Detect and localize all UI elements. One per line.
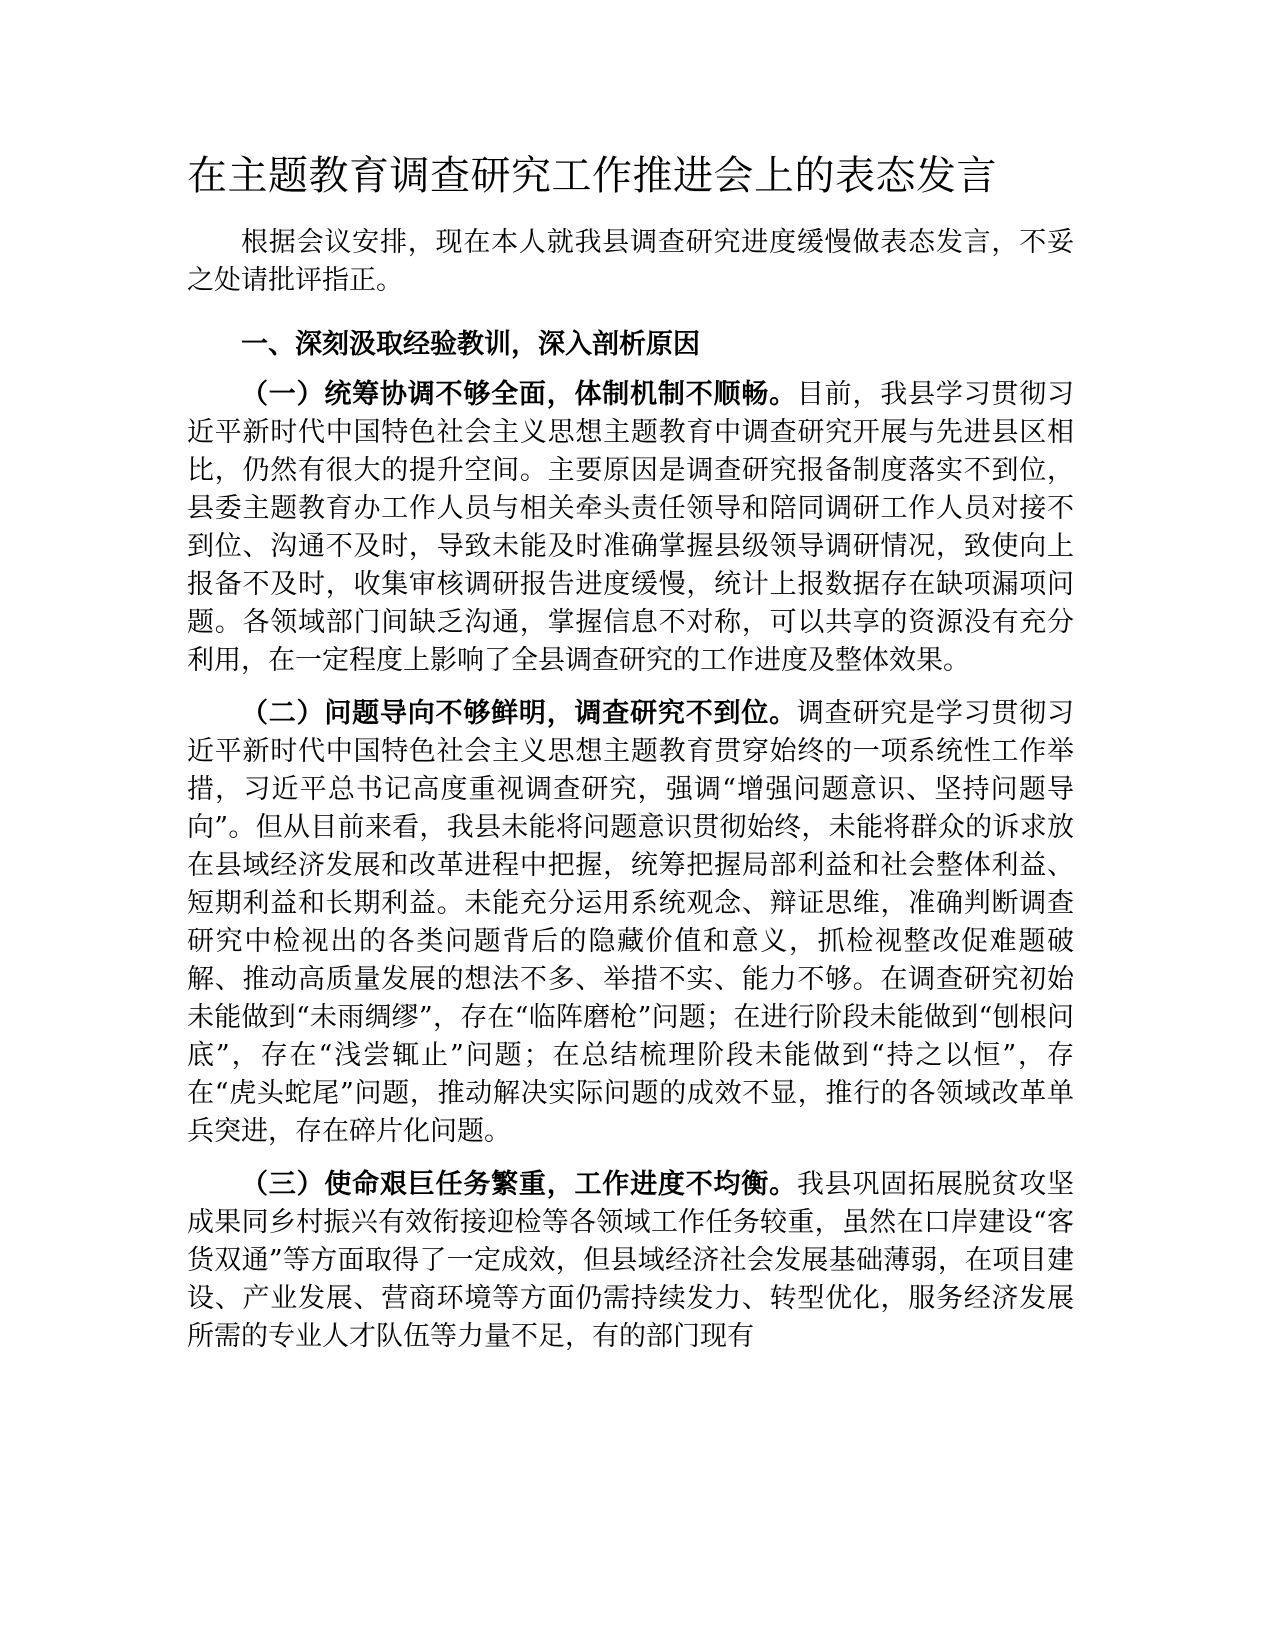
item-paragraph-2 (187, 695, 1074, 1151)
item-lead-1: （一）统筹协调不够全面，体制机制不顺畅。 (241, 379, 797, 410)
document-title: 在主题教育调查研究工作推进会上的表态发言 (187, 153, 997, 199)
section-heading: 一、深刻汲取经验教训，深入剖析原因 (241, 329, 700, 360)
item-text-3: 我县巩固拓展脱贫攻坚成果同乡村振兴有效衔接迎检等各领域工作任务较重，虽然在口岸建设“客货双通”等方面取得了一定成效，但县域经济社会发展基础薄弱，在项目建设、产业发展、营商环境等方面仍需持续发力、转型优化，服务经济发展所需的专业人才队伍等力量不足，有的部门现有 (187, 1169, 1075, 1352)
intro-paragraph: 根据会议安排，现在本人就我县调查研究进度缓慢做表态发言，不妥之处请批评指正。 (187, 227, 1074, 296)
item-text-2: 调查研究是学习贯彻习近平新时代中国特色社会主义思想主题教育贯穿始终的一项系统性工作举措，习近平总书记高度重视调查研究，强调“增强问题意识、坚持问题导向”。但从目前来看，我县未能将问题意识贯彻始终，未能将群众的诉求放在县域经济发展和改革进程中把握，统筹把握局部利益和社会整体利益、短期利益和长期利益。未能充分运用系统观念、辩证思维，准确判断调查研究中检视出的各类问题背后的隐藏价值和意义，抓检视整改促难题破解、推动高质量发展的想法不多、举措不实、能力不够。在调查研究初始未能做到“未雨绸缪”，存在“临阵磨枪”问题；在进行阶段未能做到“刨根问底”，存在“浅尝辄止”问题；在总结梳理阶段未能做到“持之以恒”，存在“虎头蛇尾”问题，推动解决实际问题的成效不显，推行的各领域改革单兵突进，存在碎片化问题。 (187, 698, 1075, 1147)
item-text-1: 目前，我县学习贯彻习近平新时代中国特色社会主义思想主题教育中调查研究开展与先进县区相比，仍然有很大的提升空间。主要原因是调查研究报备制度落实不到位，县委主题教育办工作人员与相关牵头责任领导和陪同调研工作人员对接不到位、沟通不及时，导致未能及时准确掌握县级领导调研情况，致使向上报备不及时，收集审核调研报告进度缓慢，统计上报数据存在缺项漏项问题。各领域部门间缺乏沟通，掌握信息不对称，可以共享的资源没有充分利用，在一定程度上影响了全县调查研究的工作进度及整体效果。 (187, 379, 1075, 676)
item-paragraph-1 (187, 376, 1074, 680)
document-body (187, 146, 1074, 1356)
item-paragraph-3 (187, 1166, 1074, 1356)
item-lead-2: （二）问题导向不够鲜明，调查研究不到位。 (241, 698, 797, 729)
item-lead-3: （三）使命艰巨任务繁重，工作进度不均衡。 (241, 1169, 797, 1200)
